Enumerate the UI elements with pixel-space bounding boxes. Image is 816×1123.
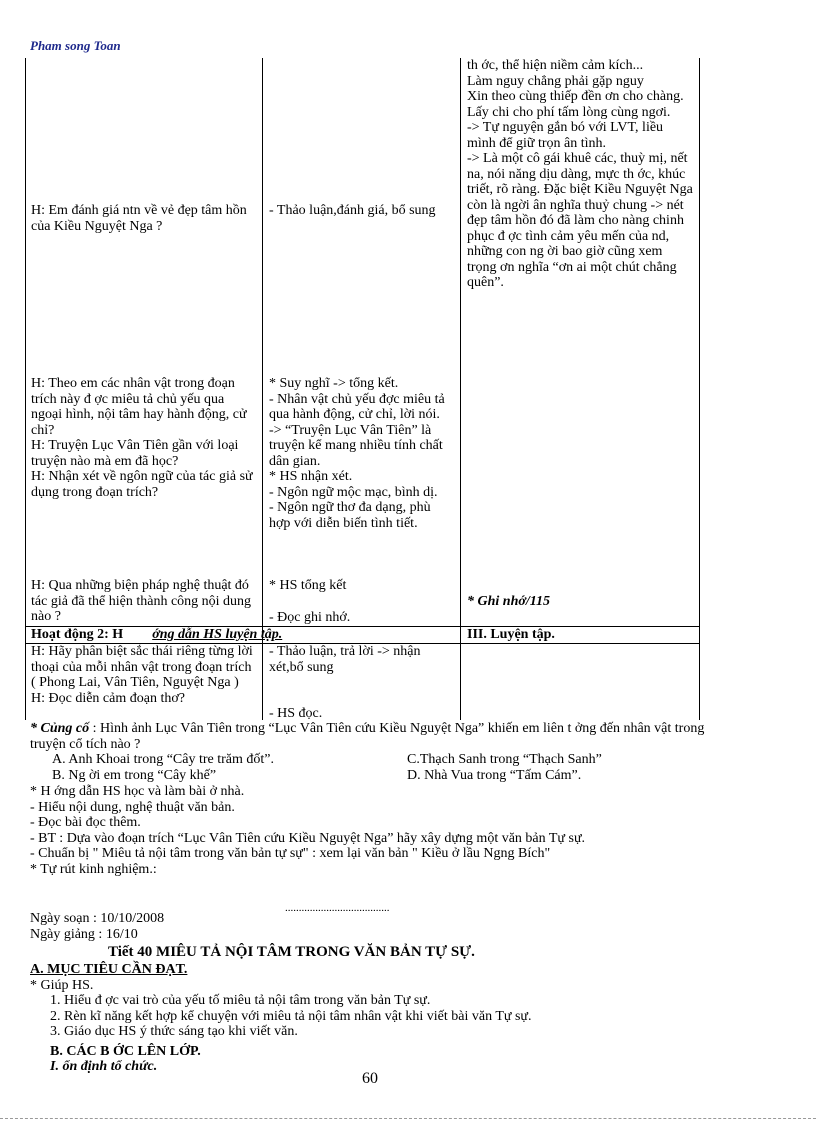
options-row-1 — [30, 752, 730, 768]
content-line: Xin theo cùng thiếp đền ơn cho chàng. — [467, 89, 684, 104]
content-line: -> Là một cô gái khuê các, thuỳ mị, nết na, nói năng dịu dàng, mực th ớc, khúc triết, rõ ràng. Đặc biệt Kiều Nguyệt Nga còn là ngời ân nghĩa thuỷ chung -> nét đẹp tâm hồn đó đã làm cho nàng chinh phục đ ợc tình cảm yêu mến của nd, những con ng ời bao giờ cũng xem trọng ơn nghĩa “ơn ai một chút chẳng quên”. — [467, 151, 693, 290]
content-line: Làm nguy chẳng phải gặp nguy — [467, 73, 644, 89]
homework-line: - Hiểu nội dung, nghệ thuật văn bản. — [30, 799, 235, 815]
separator-line: ...................................... — [285, 902, 390, 914]
row1-content — [467, 58, 695, 291]
help-note: * Giúp HS. — [30, 977, 94, 993]
options-row-2 — [30, 768, 730, 784]
row1-activity — [269, 203, 454, 219]
activity-text: -> “Truyện Lục Vân Tiên” là truyện kể mang nhiều tính chất dân gian. — [269, 422, 443, 469]
activity-text: * HS nhận xét. — [269, 469, 353, 484]
option-d: D. Nhà Vua trong “Tấm Cám”. — [407, 767, 582, 783]
option-c: C.Thạch Sanh trong “Thạch Sanh” — [407, 752, 602, 767]
question-text: H: Đọc diễn cảm đoạn thơ? — [31, 690, 185, 706]
section-b-heading: B. CÁC B ỚC LÊN LỚP. — [50, 1043, 201, 1059]
question-text: H: Qua những biện pháp nghệ thuật đó tác giả đã thể hiện thành công nội dung nào ? — [31, 578, 252, 624]
section-a-heading: A. MỤC TIÊU CẦN ĐẠT. — [30, 962, 188, 977]
homework-line: - Đọc bài đọc thêm. — [30, 815, 141, 830]
option-a: A. Anh Khoai trong “Cây tre trăm đốt”. — [52, 752, 275, 767]
activity-prefix: Hoạt động 2: H — [31, 627, 124, 642]
row3-summary: * HS tổng kết — [269, 578, 347, 593]
activity-text: - Nhân vật chủ yếu đợc miêu tả qua hành động, cử chỉ, lời nói. — [269, 391, 445, 422]
option-b: B. Ng ời em trong “Cây khế” — [52, 767, 217, 783]
activity-heading — [31, 627, 456, 643]
consolidation-section — [30, 721, 730, 783]
question-text: H: Nhận xét về ngôn ngữ của tác giả sử dụng trong đoạn trích? — [31, 469, 253, 500]
table-divider-1 — [262, 58, 263, 720]
row5-reading: - HS đọc. — [269, 706, 323, 721]
question-text: H: Truyện Lục Vân Tiên gần với loại truyện nào mà em đã học? — [31, 438, 239, 469]
lesson-title: Tiết 40 MIÊU TẢ NỘI TÂM TRONG VĂN BẢN TỰ SỰ. — [108, 944, 475, 960]
step-1: I. ổn định tổ chức. — [50, 1059, 158, 1074]
lesson-objectives — [30, 962, 730, 1075]
question-text: H: Theo em các nhân vật trong đoạn trích này đ ợc miêu tả chủ yếu qua ngoại hình, nội tâm hay hành động, cử chỉ? — [31, 376, 247, 438]
question-text: H: Em đánh giá ntn về vẻ đẹp tâm hồn của Kiều Nguyệt Nga ? — [31, 203, 247, 234]
goal-item: 1. Hiểu đ ợc vai trò của yếu tố miêu tả nội tâm trong văn bản Tự sự. — [50, 993, 431, 1008]
activity-title: ớng dẫn HS luyện tập. — [152, 627, 283, 642]
date-prepared: Ngày soạn : 10/10/2008 — [30, 911, 165, 926]
activity-text: * Suy nghĩ -> tổng kết. — [269, 376, 399, 391]
homework-line: * H ớng dẫn HS học và làm bài ở nhà. — [30, 784, 245, 799]
homework-section — [30, 784, 720, 877]
activity-text: - Ngôn ngữ mộc mạc, bình dị. — [269, 484, 438, 500]
homework-line: - BT : Dựa vào đoạn trích “Lục Vân Tiên cứu Kiều Nguyệt Nga” hãy xây dựng một văn bản Tự sự. — [30, 830, 586, 846]
activity-text: - Ngôn ngữ thơ đa dạng, phù hợp với diễn biến tình tiết. — [269, 500, 431, 531]
content-line: th ớc, thể hiện niềm cảm kích... — [467, 58, 644, 73]
row5-discussion: - Thảo luận, trả lời -> nhận xét,bổ sung — [269, 644, 421, 675]
table-border-left — [25, 58, 26, 720]
page-number: 60 — [362, 1070, 378, 1087]
row1-question — [31, 203, 256, 234]
row5-questions — [31, 644, 259, 706]
row2-questions — [31, 376, 256, 500]
row3-remember: * Ghi nhớ/115 — [467, 594, 550, 609]
lesson-table — [25, 58, 700, 720]
table-divider-2 — [460, 58, 461, 720]
homework-line: - Chuẩn bị " Miêu tả nội tâm trong văn bản tự sự" : xem lại văn bản " Kiều ở lầu Ngng Bích" — [30, 846, 551, 861]
consolidation-text: : Hình ảnh Lục Vân Tiên trong “Lục Vân Tiên cứu Kiều Nguyệt Nga” khiến em liên t ởng đến nhân vật trong truyện cổ tích nào ? — [30, 721, 705, 752]
page-bottom-border — [0, 1118, 816, 1121]
section-practice: III. Luyện tập. — [467, 627, 555, 642]
date-taught: Ngày giảng : 16/10 — [30, 926, 138, 942]
row3-read-notes: - Đọc ghi nhớ. — [269, 610, 351, 625]
author-header: Pham song Toan — [30, 38, 121, 53]
table-border-right — [699, 58, 700, 720]
consolidation-label: * Củng cố — [30, 721, 90, 736]
consolidation-question — [30, 721, 730, 752]
goal-item: 3. Giáo dục HS ý thức sáng tạo khi viết văn. — [50, 1024, 298, 1039]
content-line: -> Tự nguyện gắn bó với LVT, liều mình để giữ trọn ân tình. — [467, 120, 664, 151]
activity-text: - Thảo luận,đánh giá, bổ sung — [269, 203, 436, 218]
row2-activities — [269, 376, 455, 531]
row3-question — [31, 578, 259, 625]
homework-line: * Tự rút kinh nghiệm.: — [30, 861, 157, 877]
lesson-dates — [30, 911, 730, 942]
question-text: H: Hãy phân biệt sắc thái riêng từng lời thoại của mỗi nhân vật trong đoạn trích ( Phong Lai, Vân Tiên, Nguyệt Nga ) — [31, 644, 253, 690]
content-line: Lấy chi cho phí tấm lòng cùng ngơi. — [467, 104, 671, 120]
goal-item: 2. Rèn kĩ năng kết hợp kể chuyện với miêu tả nội tâm nhân vật khi viết bài văn Tự sự. — [50, 1008, 532, 1024]
